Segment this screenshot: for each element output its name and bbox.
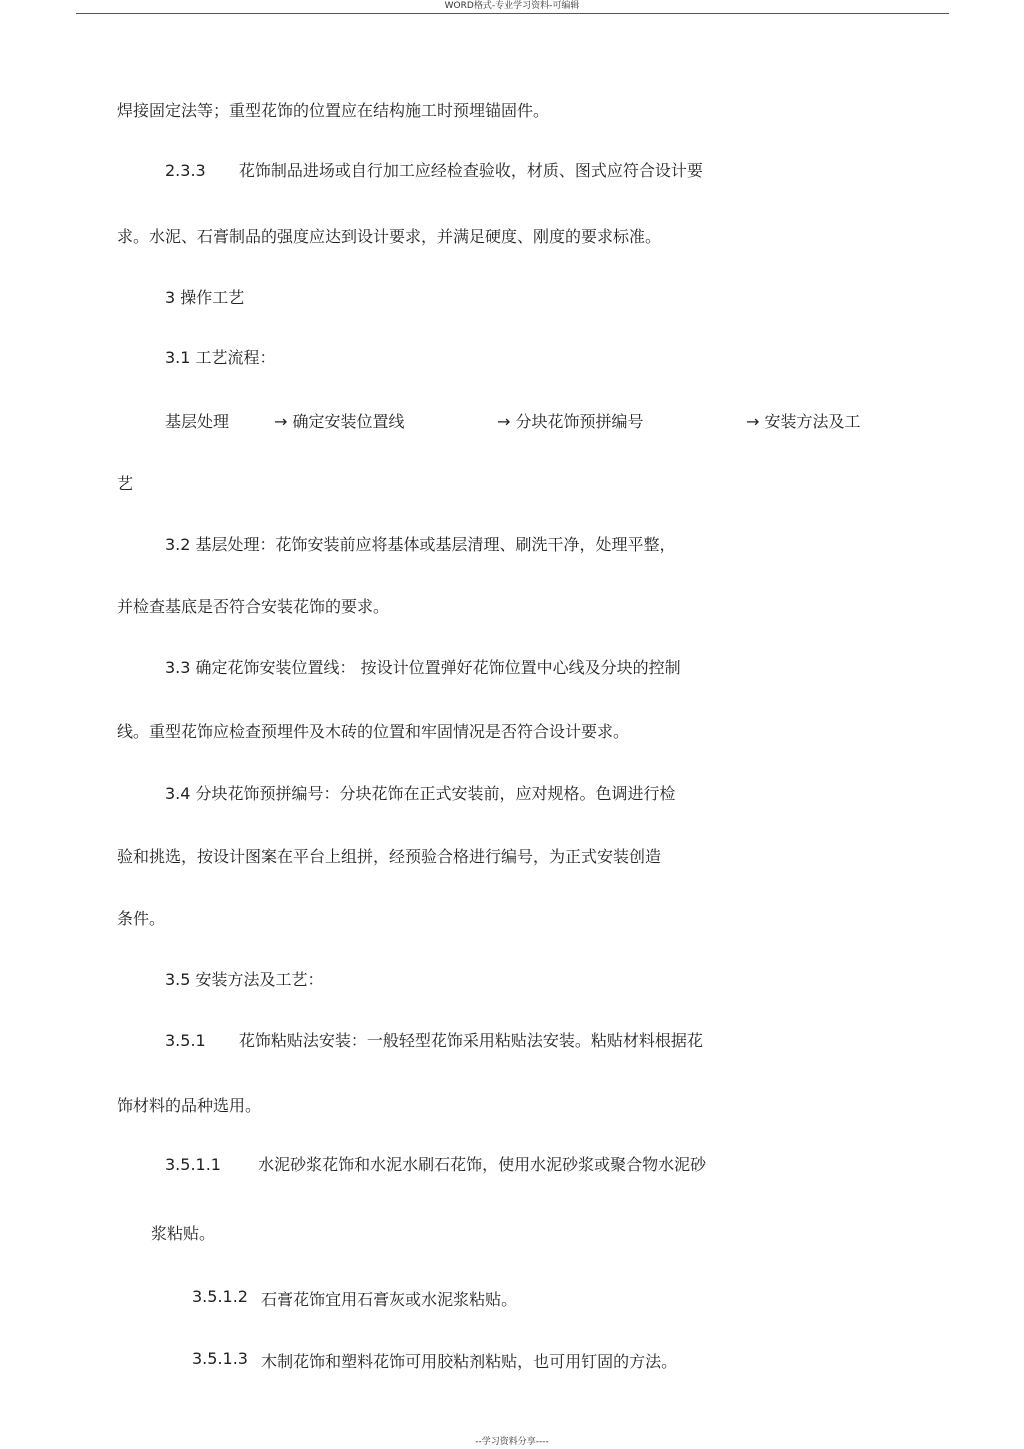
page-header: WORD格式-专业学习资料-可编辑 [444, 1, 580, 11]
section-text: 木制花饰和塑料花饰可用胶粘剂粘贴，也可用钉固的方法。 [261, 1352, 678, 1371]
paragraph-line: 并检查基底是否符合安装花饰的要求。 [117, 597, 390, 616]
flow-step-3: → 分块花饰预拼编号 [497, 412, 644, 431]
section-3-5-1 [165, 1031, 703, 1051]
paragraph-line: 饰材料的品种选用。 [117, 1096, 262, 1115]
paragraph-line: 浆粘贴。 [151, 1224, 216, 1243]
section-3-3: 3.3 确定花饰安装位置线： 按设计位置弹好花饰位置中心线及分块的控制 [165, 658, 681, 677]
page-footer: --学习资料分享---- [475, 1437, 549, 1447]
flow-step-2: → 确定安装位置线 [274, 412, 405, 431]
section-number: 3.5.1.3 [192, 1349, 248, 1368]
paragraph-line: 求。水泥、石膏制品的强度应达到设计要求，并满足硬度、刚度的要求标准。 [117, 227, 662, 246]
section-2-3-3 [165, 161, 703, 181]
paragraph-line: 验和挑选，按设计图案在平台上组拼，经预验合格进行编号，为正式安装创造 [117, 847, 662, 866]
flow-step-4: → 安装方法及工 [746, 412, 861, 431]
paragraph-line: 条件。 [117, 909, 166, 928]
section-3-5-1-3 [192, 1349, 677, 1369]
section-number: 3.5.1.2 [192, 1287, 248, 1306]
section-text: 花饰制品进场或自行加工应经检查验收，材质、图式应符合设计要 [238, 161, 703, 180]
section-text: 花饰粘贴法安装：一般轻型花饰采用粘贴法安装。粘贴材料根据花 [238, 1031, 703, 1050]
section-heading-3-1: 3.1 工艺流程： [165, 348, 276, 367]
section-3-5-1-1 [165, 1155, 706, 1175]
section-number: 3.5.1.1 [165, 1155, 221, 1174]
header-rule [76, 13, 949, 14]
section-text: 水泥砂浆花饰和水泥水刷石花饰，使用水泥砂浆或聚合物水泥砂 [258, 1155, 707, 1174]
section-number: 2.3.3 [165, 161, 206, 180]
section-3-2: 3.2 基层处理：花饰安装前应将基体或基层清理、刷洗干净，处理平整， [165, 535, 676, 554]
section-3-5: 3.5 安装方法及工艺： [165, 970, 324, 989]
section-3-5-1-2 [192, 1287, 517, 1307]
section-3-4: 3.4 分块花饰预拼编号：分块花饰在正式安装前，应对规格。色调进行检 [165, 784, 676, 803]
section-heading-3: 3 操作工艺 [165, 288, 245, 307]
paragraph-line: 艺 [117, 474, 134, 493]
section-number: 3.5.1 [165, 1031, 206, 1050]
paragraph-line: 焊接固定法等；重型花饰的位置应在结构施工时预埋锚固件。 [117, 101, 550, 120]
flow-step-1: 基层处理 [165, 412, 230, 431]
section-text: 石膏花饰宜用石膏灰或水泥浆粘贴。 [261, 1290, 518, 1309]
paragraph-line: 线。重型花饰应检查预埋件及木砖的位置和牢固情况是否符合设计要求。 [117, 722, 630, 741]
